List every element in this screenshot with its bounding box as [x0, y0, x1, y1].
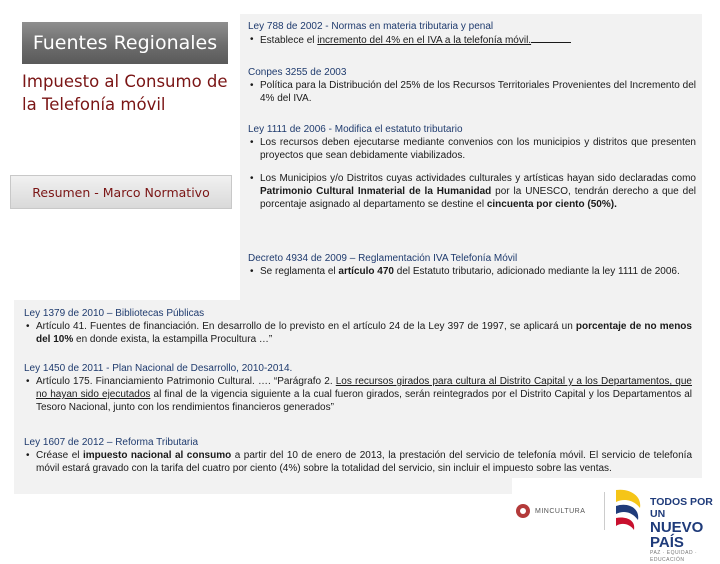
- bullet-icon: •: [26, 450, 30, 461]
- decreto-4934-heading: Decreto 4934 de 2009 – Reglamentación IVA Telefonía Móvil: [248, 253, 518, 264]
- ley-1450-text-a: Artículo 175. Financiamiento Patrimonio Cultural. …. “Parágrafo 2.: [36, 376, 336, 387]
- decreto-4934-text-b: del Estatuto tributario, adicionado mediante la ley 1111 de 2006.: [393, 266, 680, 277]
- ley-1379-text-b: en donde exista, la estampilla Procultura …”: [73, 334, 273, 345]
- bullet-icon: •: [250, 137, 254, 148]
- ley-1379-section: [24, 307, 692, 346]
- ley-788-section: [248, 20, 696, 47]
- section-title-text: Fuentes Regionales: [32, 32, 218, 54]
- section-title: [22, 22, 228, 64]
- bullet-icon: •: [250, 80, 254, 91]
- ley-788-text: Establece el: [260, 35, 318, 46]
- ley-1111-bullet-2: [248, 172, 696, 211]
- ley-1111-bold-1: Patrimonio Cultural Inmaterial de la Humanidad: [260, 186, 492, 197]
- ley-1450-underlined: Los recursos girados para cultura al Distrito Capital y a los Departamentos, que no hayan sido ejecutados: [36, 376, 692, 400]
- logo-line-3: PAZ · EQUIDAD · EDUCACIÓN: [650, 550, 698, 563]
- page-subtitle: Impuesto al Consumo de la Telefonía móvil: [22, 72, 228, 114]
- bullet-icon: •: [250, 34, 254, 45]
- conpes-section: [248, 66, 696, 105]
- ley-1111-text-2a: Los Municipios y/o Distritos cuyas actividades culturales y artísticas hayan sido declaradas como: [260, 173, 696, 184]
- ley-1111-section: [248, 123, 696, 211]
- colombia-crest-icon: [516, 504, 530, 518]
- logo-line-1: TODOS POR UN: [650, 496, 713, 520]
- ley-788-underlined: incremento del 4% en el IVA a la telefonía móvil.: [317, 35, 532, 46]
- resumen-label: [10, 175, 232, 209]
- ley-788-bullet: [248, 33, 696, 47]
- ley-1450-section: [24, 362, 692, 414]
- bullet-icon: •: [250, 266, 254, 277]
- ley-1379-bold: porcentaje de no menos del 10%: [36, 321, 692, 345]
- decreto-4934-bullet: [248, 265, 696, 278]
- ley-1111-text-1: Los recursos deben ejecutarse mediante convenios con los municipios y distritos que presenten proyectos que sean debidamente viabilizados.: [260, 137, 696, 161]
- ley-1111-bold-2: cincuenta por ciento (50%).: [486, 199, 617, 210]
- ley-1379-text-a: Artículo 41. Fuentes de financiación. En desarrollo de lo previsto en el artículo 24 de la Ley 397 de 1997, se aplicará un: [36, 321, 576, 332]
- decreto-4934-bold: artículo 470: [338, 266, 394, 277]
- footer-logos: [512, 478, 720, 563]
- ley-1607-bold: impuesto nacional al consumo: [82, 450, 232, 461]
- bullet-icon: •: [26, 321, 30, 332]
- bullet-icon: •: [250, 173, 254, 184]
- mincultura-logo: [516, 504, 585, 518]
- ley-1379-bullet: [24, 320, 692, 346]
- ley-1607-text-a: Créase el: [36, 450, 83, 461]
- resumen-label-text: Resumen - Marco Normativo: [32, 184, 210, 200]
- ley-1607-heading: Ley 1607 de 2012 – Reforma Tributaria: [24, 437, 198, 448]
- ley-1450-heading: Ley 1450 de 2011 - Plan Nacional de Desarrollo, 2010-2014.: [24, 363, 293, 374]
- logo-line-2: NUEVO PAÍS: [650, 519, 704, 551]
- conpes-bullet: [248, 79, 696, 105]
- conpes-text: Política para la Distribución del 25% de los Recursos Territoriales Provenientes del Incremento del 4% del IVA.: [260, 80, 696, 104]
- ley-1607-section: [24, 436, 692, 475]
- logo-divider: [604, 492, 605, 530]
- colombia-flag-swoosh-icon: [610, 486, 648, 536]
- ley-1379-heading: Ley 1379 de 2010 – Bibliotecas Públicas: [24, 308, 205, 319]
- ley-788-heading: Ley 788 de 2002 - Normas en materia tributaria y penal: [248, 21, 494, 32]
- ley-1607-bullet: [24, 449, 692, 475]
- decreto-4934-section: [248, 252, 696, 278]
- conpes-heading: Conpes 3255 de 2003: [248, 67, 347, 78]
- bullet-icon: •: [26, 376, 30, 387]
- ley-1111-heading: Ley 1111 de 2006 - Modifica el estatuto tributario: [248, 124, 463, 135]
- ley-1450-text-b: al final de la vigencia siguiente a la cual fueron girados, serán reintegrados por el Distrito Capital y los Departamentos al Tesoro Nacional, junto con los rendimientos financieros generados”: [36, 389, 692, 413]
- ley-1450-bullet: [24, 375, 692, 414]
- todos-por-un-nuevo-pais-logo: [610, 486, 718, 563]
- underline-rule: [531, 33, 571, 43]
- decreto-4934-text-a: Se reglamenta el: [260, 266, 339, 277]
- ley-1111-text-2b: por la UNESCO, tendrán derecho a que del porcentaje asignado al departamento se destine el: [260, 186, 696, 210]
- mincultura-name: MINCULTURA: [535, 507, 586, 515]
- ley-1111-bullet-1: [248, 136, 696, 162]
- ley-1607-text-b: a partir del 10 de enero de 2013, la prestación del servicio de telefonía móvil. El servicio de telefonía móvil estará gravado con la tarifa del cuatro por ciento (4%) sobre la totalidad del servicio, sin incluir el impuesto sobre las ventas.: [36, 450, 693, 474]
